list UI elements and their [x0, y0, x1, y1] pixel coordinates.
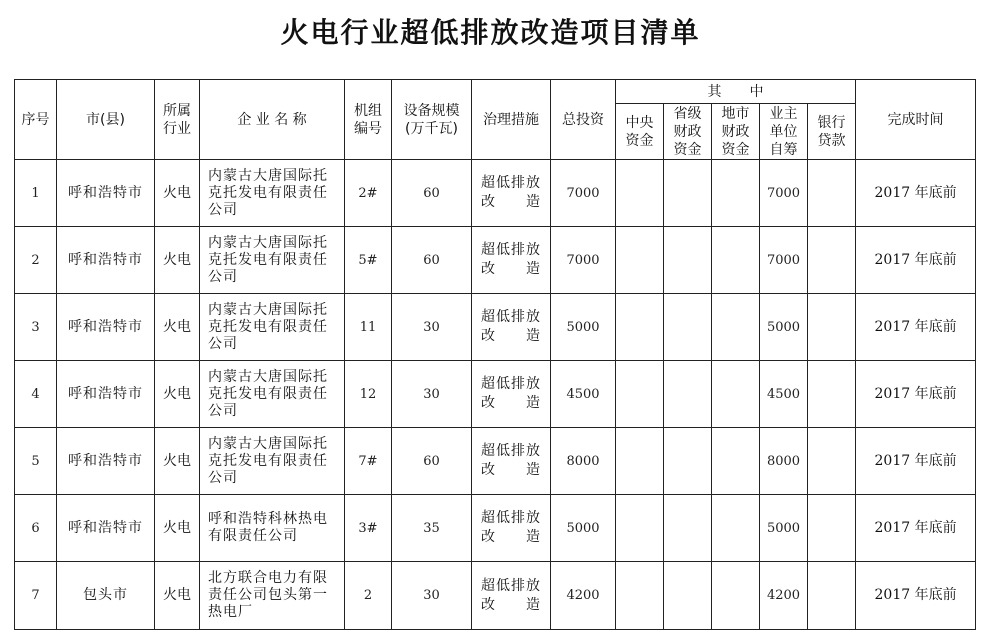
header-completion: 完成时间: [856, 80, 976, 160]
cell-owner-funds: 7000: [760, 160, 808, 227]
cell-measure: [472, 160, 551, 227]
cell-measure-line2: 改 造: [481, 261, 541, 277]
cell-provincial-funds: [664, 428, 712, 495]
cell-company: 内蒙古大唐国际托克托发电有限责任公司: [200, 294, 345, 361]
cell-measure-line1: 超低排放: [481, 376, 541, 392]
cell-measure-line1: 超低排放: [481, 510, 541, 526]
header-central-funds: 中央 资金: [616, 104, 664, 160]
cell-provincial-funds: [664, 495, 712, 562]
page-title: 火电行业超低排放改造项目清单: [280, 16, 701, 49]
cell-measure-line2: 改 造: [481, 529, 541, 545]
cell-city: 呼和浩特市: [57, 227, 155, 294]
cell-industry: 火电: [155, 495, 200, 562]
cell-owner-funds: 4200: [760, 562, 808, 630]
cell-company: 北方联合电力有限责任公司包头第一热电厂: [200, 562, 345, 630]
cell-bank-loan: [808, 160, 856, 227]
cell-bank-loan: [808, 495, 856, 562]
cell-local-funds: [712, 495, 760, 562]
cell-bank-loan: [808, 227, 856, 294]
cell-measure-line2: 改 造: [481, 596, 541, 613]
cell-unit-number: 2#: [345, 160, 392, 227]
cell-seq: 7: [15, 562, 57, 630]
cell-bank-loan: [808, 294, 856, 361]
header-of-which: 其 中: [616, 80, 856, 104]
cell-central-funds: [616, 361, 664, 428]
cell-completion: 2017 年底前: [856, 495, 976, 562]
header-city: 市(县): [57, 80, 155, 160]
cell-measure: [472, 562, 551, 630]
header-row-top: [15, 80, 976, 104]
cell-unit-number: 11: [345, 294, 392, 361]
cell-measure-line1: 超低排放: [481, 242, 541, 258]
cell-bank-loan: [808, 562, 856, 630]
cell-completion: 2017 年底前: [856, 428, 976, 495]
cell-equipment-scale: 30: [392, 361, 472, 428]
table-body: [15, 160, 976, 630]
cell-measure-line2: 改 造: [481, 462, 541, 478]
cell-completion: 2017 年底前: [856, 361, 976, 428]
table-row: [15, 361, 976, 428]
cell-completion: 2017 年底前: [856, 160, 976, 227]
cell-city: 呼和浩特市: [57, 428, 155, 495]
header-industry: 所属 行业: [155, 80, 200, 160]
cell-investment: 7000: [551, 160, 616, 227]
cell-measure-line2: 改 造: [481, 328, 541, 344]
cell-investment: 5000: [551, 495, 616, 562]
cell-equipment-scale: 60: [392, 227, 472, 294]
cell-central-funds: [616, 160, 664, 227]
cell-owner-funds: 4500: [760, 361, 808, 428]
cell-central-funds: [616, 428, 664, 495]
cell-investment: 7000: [551, 227, 616, 294]
cell-company: 内蒙古大唐国际托克托发电有限责任公司: [200, 361, 345, 428]
cell-completion: 2017 年底前: [856, 227, 976, 294]
cell-company: 呼和浩特科林热电有限责任公司: [200, 495, 345, 562]
cell-equipment-scale: 60: [392, 428, 472, 495]
header-seq: 序号: [15, 80, 57, 160]
table-row: [15, 227, 976, 294]
cell-local-funds: [712, 361, 760, 428]
cell-measure: [472, 495, 551, 562]
project-list-table: [14, 79, 976, 630]
cell-measure-line1: 超低排放: [481, 175, 541, 191]
table-row: [15, 294, 976, 361]
cell-city: 呼和浩特市: [57, 160, 155, 227]
cell-city: 呼和浩特市: [57, 294, 155, 361]
cell-equipment-scale: 35: [392, 495, 472, 562]
cell-seq: 6: [15, 495, 57, 562]
table-row: [15, 428, 976, 495]
cell-equipment-scale: 30: [392, 562, 472, 630]
cell-company: 内蒙古大唐国际托克托发电有限责任公司: [200, 428, 345, 495]
cell-provincial-funds: [664, 294, 712, 361]
cell-measure: [472, 428, 551, 495]
cell-provincial-funds: [664, 227, 712, 294]
cell-unit-number: 7#: [345, 428, 392, 495]
cell-city: 呼和浩特市: [57, 361, 155, 428]
header-unit-number: 机组 编号: [345, 80, 392, 160]
cell-measure-line2: 改 造: [481, 395, 541, 411]
cell-unit-number: 3#: [345, 495, 392, 562]
cell-bank-loan: [808, 428, 856, 495]
cell-seq: 5: [15, 428, 57, 495]
cell-industry: 火电: [155, 361, 200, 428]
header-company: 企 业 名 称: [200, 80, 345, 160]
cell-seq: 3: [15, 294, 57, 361]
cell-central-funds: [616, 495, 664, 562]
header-equipment-scale: 设备规模 (万千瓦): [392, 80, 472, 160]
cell-central-funds: [616, 227, 664, 294]
cell-provincial-funds: [664, 160, 712, 227]
cell-completion: 2017 年底前: [856, 294, 976, 361]
cell-company: 内蒙古大唐国际托克托发电有限责任公司: [200, 160, 345, 227]
cell-city: 呼和浩特市: [57, 495, 155, 562]
cell-unit-number: 12: [345, 361, 392, 428]
cell-local-funds: [712, 562, 760, 630]
cell-unit-number: 2: [345, 562, 392, 630]
cell-measure-line2: 改 造: [481, 194, 541, 210]
cell-provincial-funds: [664, 562, 712, 630]
cell-city: 包头市: [57, 562, 155, 630]
cell-owner-funds: 7000: [760, 227, 808, 294]
cell-measure-line1: 超低排放: [481, 577, 541, 594]
table-row: [15, 562, 976, 630]
header-provincial-funds: 省级 财政 资金: [664, 104, 712, 160]
cell-local-funds: [712, 428, 760, 495]
cell-local-funds: [712, 294, 760, 361]
header-measure: 治理措施: [472, 80, 551, 160]
cell-industry: 火电: [155, 428, 200, 495]
cell-investment: 4200: [551, 562, 616, 630]
cell-seq: 4: [15, 361, 57, 428]
header-local-funds: 地市 财政 资金: [712, 104, 760, 160]
cell-industry: 火电: [155, 227, 200, 294]
cell-measure: [472, 361, 551, 428]
cell-measure: [472, 294, 551, 361]
table-row: [15, 495, 976, 562]
cell-company: 内蒙古大唐国际托克托发电有限责任公司: [200, 227, 345, 294]
header-bank-loan: 银行 贷款: [808, 104, 856, 160]
cell-unit-number: 5#: [345, 227, 392, 294]
cell-industry: 火电: [155, 294, 200, 361]
cell-completion: 2017 年底前: [856, 562, 976, 630]
header-owner-funds: 业主 单位 自筹: [760, 104, 808, 160]
cell-investment: 4500: [551, 361, 616, 428]
cell-seq: 2: [15, 227, 57, 294]
cell-owner-funds: 5000: [760, 495, 808, 562]
cell-investment: 8000: [551, 428, 616, 495]
cell-equipment-scale: 30: [392, 294, 472, 361]
cell-investment: 5000: [551, 294, 616, 361]
cell-central-funds: [616, 294, 664, 361]
cell-measure: [472, 227, 551, 294]
cell-local-funds: [712, 227, 760, 294]
cell-provincial-funds: [664, 361, 712, 428]
cell-seq: 1: [15, 160, 57, 227]
cell-industry: 火电: [155, 160, 200, 227]
cell-bank-loan: [808, 361, 856, 428]
cell-measure-line1: 超低排放: [481, 309, 541, 325]
table-row: [15, 160, 976, 227]
cell-equipment-scale: 60: [392, 160, 472, 227]
cell-measure-line1: 超低排放: [481, 443, 541, 459]
cell-owner-funds: 8000: [760, 428, 808, 495]
cell-central-funds: [616, 562, 664, 630]
cell-local-funds: [712, 160, 760, 227]
header-investment: 总投资: [551, 80, 616, 160]
cell-owner-funds: 5000: [760, 294, 808, 361]
cell-industry: 火电: [155, 562, 200, 630]
